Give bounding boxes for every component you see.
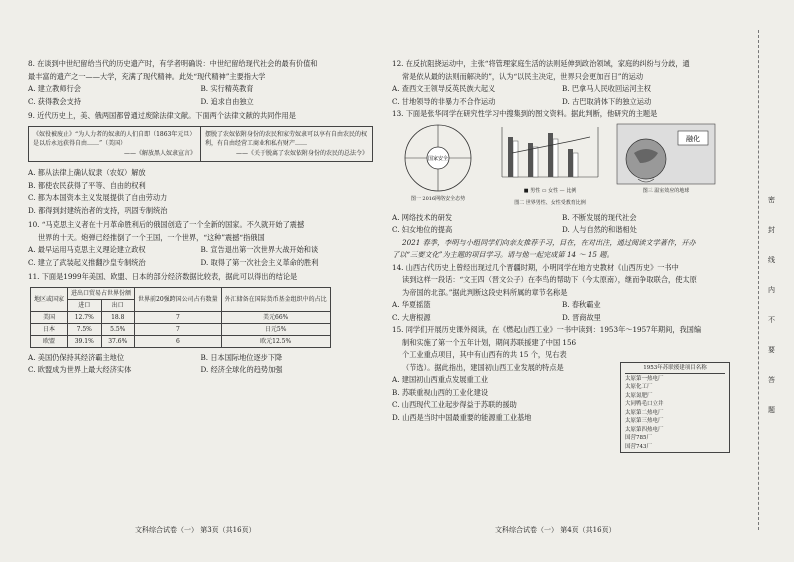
q15-option-d: D. 山西是当时中国最重要的能源重工业基地 xyxy=(392,412,532,422)
q9-option-d: D. 都得到封建统治者的支持，巩固专制统治 xyxy=(28,205,168,215)
q9-stem: 9. 近代历史上，美、俄两国都曾通过废除法律文献。下面两个法律文献的共同作用是 xyxy=(28,111,296,120)
project-list-title: 1953年苏联援建项目名称 xyxy=(625,364,725,374)
q9-option-c: C. 都为本国资本主义发展提供了自由劳动力 xyxy=(28,193,168,202)
q15-stem-1: 15. 同学们开展历史课外阅读，在《燃起山西工业》一书中读到：1953年～1957年期间，我国编 xyxy=(392,325,702,334)
sidebar-char: 密 xyxy=(768,196,775,204)
q15-option-c: C. 山西现代工业起步得益于苏联的援助 xyxy=(392,400,517,409)
table-subheader-export: 出口 xyxy=(101,299,135,311)
q14-stem-3: 为帝国的北部。”据此判断这段史料所属的章节名称是 xyxy=(402,287,568,297)
q11-option-b: B. 日本国际地位逐步下降 xyxy=(200,352,283,362)
q12-option-b: B. 巴拿马人民收回运河主权 xyxy=(562,84,651,93)
figure-2-caption: 图二 世界男性、女性受教育比例 xyxy=(514,200,586,206)
q10-option-b: B. 宣告退出第一次世界大战开始和谈 xyxy=(200,245,319,254)
table-cell: 7 xyxy=(135,311,222,323)
q9-quote-right-text: 摆脱了农奴依附身份的农民和家劳奴隶可以享有自由农民的权利，有自由经营工商业和私有财产…… xyxy=(205,130,368,147)
q8-stem-2: 最丰富的遗产之一——大学，充满了现代精神。此处“现代精神”主要指大学 xyxy=(28,71,266,81)
q14-option-a: A. 华夏摇篮 xyxy=(392,300,431,309)
q11-option-a: A. 美国仍保持其经济霸主地位 xyxy=(28,352,125,362)
figure-3 xyxy=(616,123,716,210)
q13-stem: 13. 下面是张华同学在研究性学习中搜集到的图文资料。据此判断，他研究的主题是 xyxy=(392,109,658,118)
question-10 xyxy=(28,219,373,269)
figure-2-legend: ■ 男性 ▭ 女性 — 比例 xyxy=(523,187,577,194)
list-item: 国营785厂 xyxy=(625,435,652,441)
q10-stem-1: 10. “马克思主义者在十月革命胜利后的俄国创造了一个全新的国家。不久就开始了震撼 xyxy=(28,220,305,229)
q12-stem-2: 常是依从最的法则而解决的”，认为“以民主决定，世界只会更加百日”的运动 xyxy=(402,71,644,81)
q9-option-b: B. 都使农民获得了平等、自由的权利 xyxy=(28,180,146,190)
table-row xyxy=(31,311,331,323)
figure-1-caption: 图一 2016网络安全态势 xyxy=(410,195,466,202)
list-item: 太原第四热电厂 xyxy=(625,426,664,433)
table-row xyxy=(31,335,331,347)
table-cell: 美国 xyxy=(31,311,68,323)
figure-3-caption: 图三 温室效应的地球 xyxy=(642,187,690,194)
education-bar-chart xyxy=(490,123,610,185)
q9-option-a: A. 都从法律上确认奴隶（农奴）解放 xyxy=(28,168,146,177)
q11-option-c: C. 欧盟成为世界上最大经济实体 xyxy=(28,365,132,374)
q9-quote-left-source: ——《解放黑人奴隶宣言》 xyxy=(123,149,196,157)
q12-options xyxy=(392,83,732,108)
q8-option-c: C. 获得教会支持 xyxy=(28,96,81,106)
q8-options xyxy=(28,83,373,108)
q12-stem-1: 12. 在反抗阻挠运动中，主张“将管理家庭生活的法则延伸到政治领域，家庭的纠纷与分歧，通 xyxy=(392,59,690,68)
table-header-companies: 世界前20强跨国公司占有数量 xyxy=(135,287,222,311)
project-intro-2: 了以“三要文化”为主题的项目学习。请与他一起完成第 14 ～ 15 题。 xyxy=(392,250,614,259)
table-cell: 39.1% xyxy=(68,335,102,347)
q8-option-b: B. 实行精英教育 xyxy=(200,84,254,93)
table-cell: 欧元12.5% xyxy=(221,335,330,347)
q13-options xyxy=(392,212,732,237)
q14-stem-1: 14. 山西古代历史上曾经出现过几个晋疆时期，小明同学在地方史教材《山西历史》一书中 xyxy=(392,262,679,272)
table-cell: 6 xyxy=(135,335,222,347)
sidebar-char: 答 xyxy=(768,376,775,384)
figure-2 xyxy=(490,123,610,210)
q9-options xyxy=(28,167,373,217)
list-item: 大同鸭毛口立井 xyxy=(625,401,664,407)
q13-option-d: D. 人与自然的和谐相处 xyxy=(562,225,637,234)
q9-quote-left xyxy=(29,127,200,162)
q9-quote-box xyxy=(28,126,373,163)
left-column xyxy=(28,58,373,377)
q10-option-d: D. 取得了第一次社会主义革命的胜利 xyxy=(200,257,319,267)
left-page-footer: 文科综合试卷（一） 第3页（共16页） xyxy=(135,526,256,534)
seal-line-sidebar xyxy=(758,30,787,530)
table-header-reserve: 外汇储备在国际货币基金组织中的占比 xyxy=(221,287,330,311)
table-cell: 欧盟 xyxy=(31,335,68,347)
project-list-box xyxy=(620,362,730,453)
network-security-wheel xyxy=(392,123,484,193)
q12-option-c: C. 甘地领导的非暴力不合作运动 xyxy=(392,96,496,106)
table-cell: 7.5% xyxy=(68,323,102,335)
table-header-row xyxy=(31,287,331,299)
table-cell: 18.8 xyxy=(101,311,135,323)
sidebar-char: 要 xyxy=(768,346,775,354)
q8-option-a: A. 建立教师行会 xyxy=(28,84,81,93)
q13-option-c: C. 妇女地位的提高 xyxy=(392,225,453,234)
figure-1 xyxy=(392,123,484,210)
list-item: 太原化工厂 xyxy=(625,384,653,390)
q10-option-c: C. 建立了武装起义推翻沙皇专制统治 xyxy=(28,257,146,267)
sidebar-char: 封 xyxy=(768,226,775,234)
table-subheader-import: 进口 xyxy=(68,299,102,311)
wheel-center-label: 国家安全 xyxy=(427,155,449,162)
q10-options xyxy=(28,244,373,269)
q9-quote-left-text: 《奴役被废止》“为人力者的奴隶的人们自即（1863年元旦）是以后永远获得自由……”（美国） xyxy=(33,130,196,147)
sidebar-char: 不 xyxy=(768,316,775,324)
table-cell: 美元66% xyxy=(221,311,330,323)
q10-option-a: A. 最早运用马克思主义理论建立政权 xyxy=(28,245,146,254)
list-item: 太原第二热电厂 xyxy=(625,409,664,416)
table-row xyxy=(31,323,331,335)
q13-option-a: A. 网络技术的研发 xyxy=(392,212,453,222)
right-page-footer: 文科综合试卷（一） 第4页（共16页） xyxy=(495,526,616,534)
question-13 xyxy=(392,108,732,262)
melting-earth-illustration xyxy=(616,123,716,185)
q14-options xyxy=(392,299,732,324)
q12-option-a: A. 查西文王领导反英民族大起义 xyxy=(392,84,496,93)
question-12 xyxy=(392,58,732,108)
q12-option-d: D. 古巴取消体下的独立运动 xyxy=(562,96,652,106)
q15-stem-3: 个工业重点项目，其中有山西有的共 15 个，见右表 xyxy=(402,350,567,359)
q13-option-b: B. 不断发展的现代社会 xyxy=(562,212,637,222)
q10-stem-2: 世界的十天。炮弹已经推倒了一个王国，一个世界，“这种”震撼“指俄国 xyxy=(38,232,265,242)
sidebar-char: 内 xyxy=(768,286,775,294)
q15-option-b: B. 苏联重视山西的工业化建设 xyxy=(392,387,489,397)
table-cell: 12.7% xyxy=(68,311,102,323)
list-item: 太原氮肥厂 xyxy=(625,392,653,399)
table-cell: 日本 xyxy=(31,323,68,335)
list-item: 太原第一热电厂 xyxy=(625,375,664,382)
question-11 xyxy=(28,271,373,377)
q8-stem-1: 8. 在谈到中世纪留给当代的历史遗产时，有学者明确说：中世纪留给现代社会的最有价值和 xyxy=(28,59,318,68)
q11-option-d: D. 经济全球化的趋势加强 xyxy=(200,365,283,374)
sidebar-char: 线 xyxy=(768,256,775,264)
table-cell: 5.5% xyxy=(101,323,135,335)
figure-3-bubble-label: 融化 xyxy=(686,134,700,143)
q15-option-a: A. 建国初山西重点发展重工业 xyxy=(392,375,489,384)
q11-options xyxy=(28,352,373,377)
table-cell: 7 xyxy=(135,323,222,335)
question-8 xyxy=(28,58,373,108)
q11-data-table xyxy=(30,287,331,348)
q13-figures xyxy=(392,123,732,210)
question-14 xyxy=(392,262,732,325)
q15-stem-4: （节选）。据此指出，建国初山西工业发展的特点是 xyxy=(402,362,564,372)
q14-option-b: B. 春秋霸业 xyxy=(562,300,601,309)
q14-option-c: C. 大唐根源 xyxy=(392,312,431,322)
question-9 xyxy=(28,110,373,217)
list-item: 太原第三热电厂 xyxy=(625,418,664,424)
table-header-trade: 进出口贸易占世界份额 xyxy=(68,287,135,299)
q8-option-d: D. 追求自由独立 xyxy=(200,96,254,106)
table-header-region: 地区或国家 xyxy=(31,287,68,311)
q15-stem-2: 制和实施了第一个五年计划，期间苏联援建了中国 156 xyxy=(402,337,577,347)
q11-stem: 11. 下面是1999年美国、欧盟、日本的部分经济数据比较表，据此可以得出的结论是 xyxy=(28,272,298,281)
q9-quote-right xyxy=(200,127,372,162)
q9-quote-right-source: ——《关于脱离了农奴依附身份的农民的总法令》 xyxy=(235,149,368,157)
q14-stem-2: 读到这样一段话：“文王四（晋文公子）在李鸟的帮助下（今太原南），继而争取联合，使太原 xyxy=(402,275,697,284)
table-cell: 日元5% xyxy=(221,323,330,335)
sidebar-char: 题 xyxy=(768,406,775,414)
project-intro-1: 2021 春季，李明与小组同学们向亲友推荐手习，目在，在对出注，通过阅读文学著作，开办 xyxy=(402,237,696,247)
table-cell: 37.6% xyxy=(101,335,135,347)
q14-option-d: D. 晋商故里 xyxy=(562,312,601,322)
list-item: 国营743厂 xyxy=(625,443,652,450)
